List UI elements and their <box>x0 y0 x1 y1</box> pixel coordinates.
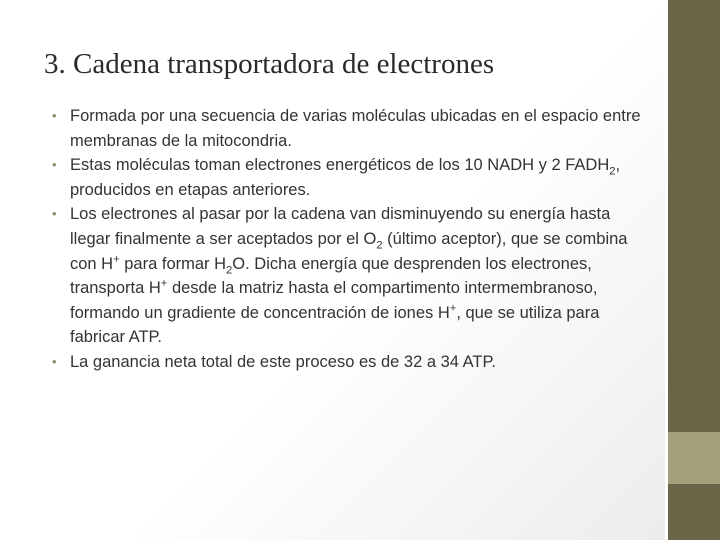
sidebar-accent-block <box>668 432 720 484</box>
bullet-text: desde la matriz hasta el compartimento intermembranoso, formando un gradiente de concentración de iones H <box>70 279 598 322</box>
bullet-text: Los electrones al pasar por la cadena van disminuyendo su energía hasta llegar finalmente a ser aceptados por el O <box>70 205 611 248</box>
superscript-text: + <box>113 253 120 266</box>
bullet-text: , producidos en etapas anteriores. <box>70 156 621 199</box>
bullet-dot-icon: • <box>52 157 57 173</box>
bullet-item <box>52 153 652 202</box>
superscript-text: + <box>449 302 457 315</box>
bullet-dot-icon: • <box>52 353 57 369</box>
bullet-text: Estas moléculas toman electrones energéticos de los 10 NADH y 2 FADH <box>70 156 610 175</box>
subscript-text: 2 <box>376 239 383 252</box>
bullet-item <box>52 350 652 375</box>
bullet-text: para formar H <box>119 254 227 273</box>
bullet-item <box>52 104 652 153</box>
slide-title: 3. Cadena transportadora de electrones <box>44 48 495 80</box>
bullet-dot-icon: • <box>52 206 57 222</box>
bullet-list <box>52 104 652 375</box>
bullet-item <box>52 202 652 350</box>
subscript-text: 2 <box>609 165 616 178</box>
bullet-text: O. Dicha energía que desprenden los electrones, transporta H <box>70 254 592 298</box>
bullet-text: La ganancia neta total de este proceso es de 32 a 34 ATP. <box>70 352 496 371</box>
subscript-text: 2 <box>226 263 233 276</box>
bullet-dot-icon: • <box>52 108 57 123</box>
bullet-text: (último aceptor), que se combina con H <box>70 229 628 273</box>
bullet-text: , que se utiliza para fabricar ATP. <box>70 303 600 347</box>
bullet-text: Formada por una secuencia de varias moléculas ubicadas en el espacio entre membranas de la mitocondria. <box>70 107 641 150</box>
superscript-text: + <box>160 277 168 290</box>
